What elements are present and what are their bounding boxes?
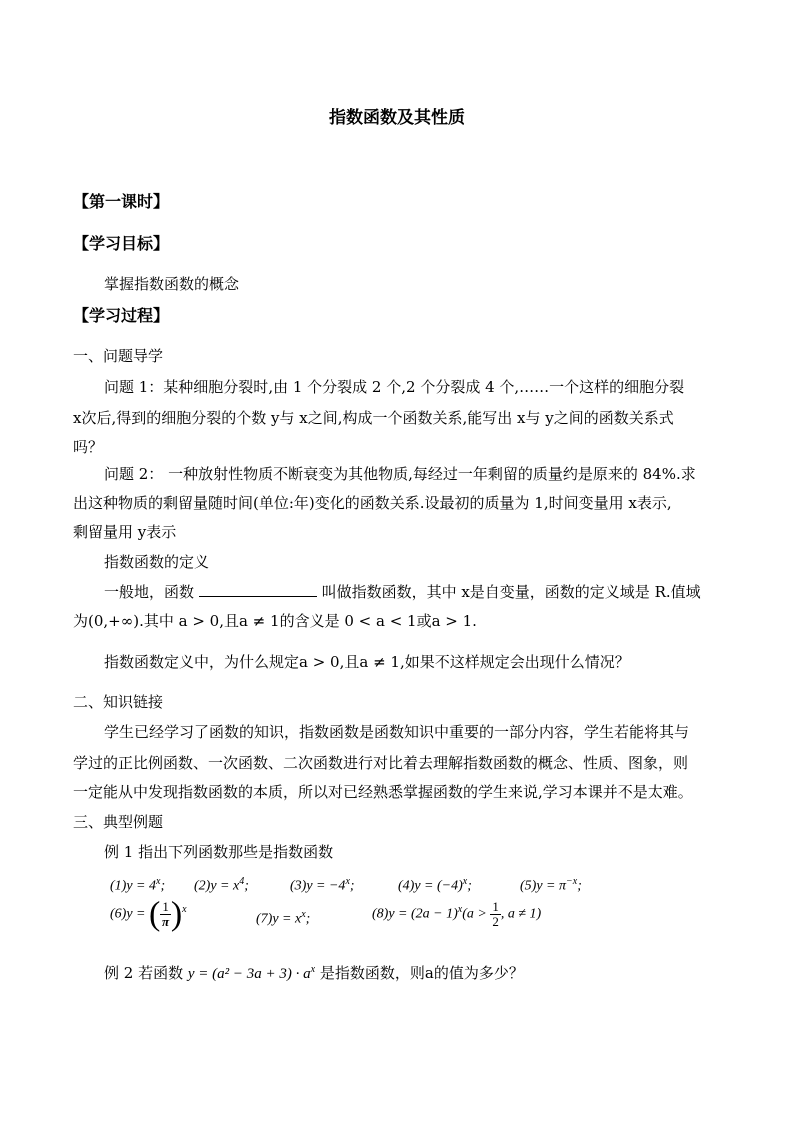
- definition-line1-start: 一般地，函数: [104, 583, 195, 601]
- fraction-one-over-pi: $\frac{1}{\pi}$: [162, 899, 170, 929]
- fraction-one-half: $\frac{1}{2}$: [492, 899, 499, 929]
- definition-heading: 指数函数的定义: [104, 553, 210, 571]
- example1-item7: $(7)y = x^x$;: [256, 909, 311, 927]
- example2-start: 例 2 若函数: [104, 964, 184, 982]
- q2-line1: 问题 2： 一种放射性物质不断衰变为其他物质,每经过一年剩留的质量约是原来的 84%.求: [104, 465, 696, 483]
- example1-item4: $(4)y = (-4)^x$;: [398, 876, 472, 894]
- lesson-heading: 【第一课时】: [73, 192, 170, 211]
- q2-line2: 出这种物质的剩留量随时间(单位:年)变化的函数关系.设最初的质量为 1,时间变量用 x表示,: [73, 494, 672, 512]
- q1-line2: x次后,得到的细胞分裂的个数 y与 x之间,构成一个函数关系,能写出 x与 y之间的函数关系式: [73, 409, 674, 427]
- page-title: 指数函数及其性质: [329, 108, 465, 128]
- example1-item5: $(5)y = \pi^{-x}$;: [520, 876, 582, 894]
- definition-line2: 为(0,+∞).其中 a > 0,且a ≠ 1的含义是 0 < a < 1或a > 1.: [73, 612, 477, 630]
- q1-line3: 吗？: [73, 438, 104, 456]
- definition-question: 指数函数定义中，为什么规定a > 0,且a ≠ 1,如果不这样规定会出现什么情况？: [104, 653, 630, 671]
- example1-prompt: 例 1 指出下列函数那些是指数函数: [104, 843, 334, 861]
- q1-line1: 问题 1：某种细胞分裂时,由 1 个分裂成 2 个,2 个分裂成 4 个,……一个这样的细胞分裂: [104, 378, 685, 396]
- example1-item3: $(3)y = -4^x$;: [290, 876, 355, 894]
- part2-heading: 二、知识链接: [73, 693, 164, 711]
- example1-item8: $(8)y = (2a - 1)^x(a$ > $\frac{1}{2}$ , a ≠ 1): [372, 899, 542, 929]
- example1-item2: $(2)y = x^4$;: [194, 876, 249, 894]
- part2-line2: 学过的正比例函数、一次函数、二次函数进行对比着去理解指数函数的概念、性质、图象，则: [73, 754, 689, 772]
- example2-end: 是指数函数，则a的值为多少？: [319, 964, 524, 982]
- goal-text: 掌握指数函数的概念: [104, 275, 240, 293]
- definition-line1-end: 叫做指数函数，其中 x是自变量，函数的定义域是 R.值域: [321, 583, 701, 601]
- q2-line3: 剩留量用 y表示: [73, 523, 177, 541]
- part1-heading: 一、问题导学: [73, 347, 164, 365]
- part2-line1: 学生已经学习了函数的知识，指数函数是函数知识中重要的一部分内容，学生若能将其与: [104, 723, 690, 741]
- definition-line1: [104, 582, 701, 602]
- example1-item1: $(1)y = 4^x$;: [110, 876, 166, 894]
- part2-line3: 一定能从中发现指数函数的本质，所以对已经熟悉掌握函数的学生来说,学习本课并不是太难。: [73, 783, 693, 801]
- example2: [104, 960, 524, 984]
- example2-formula: $y = (a^2 - 3a + 3) \cdot a^x$: [187, 964, 316, 982]
- definition-blank: [199, 582, 317, 597]
- part3-heading: 三、典型例题: [73, 813, 164, 831]
- goal-heading: 【学习目标】: [73, 234, 170, 253]
- example1-item6: (6)y = ( $\frac{1}{\pi}$ )$^x$: [110, 895, 187, 933]
- process-heading: 【学习过程】: [73, 306, 170, 325]
